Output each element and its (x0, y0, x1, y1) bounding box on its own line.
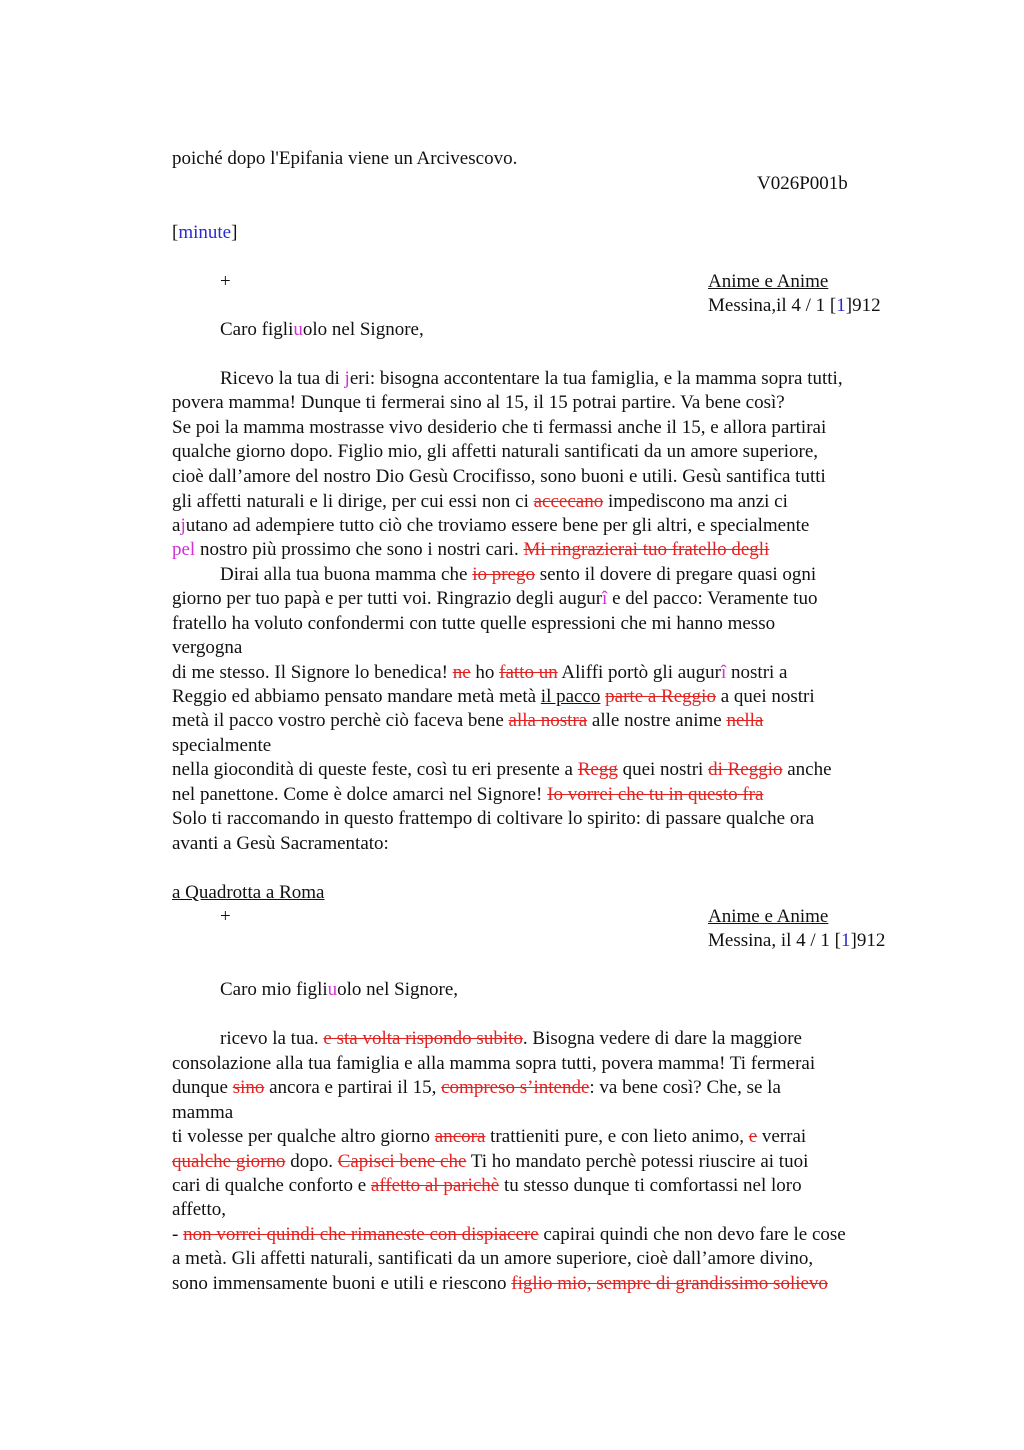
deletion: ne (452, 662, 471, 683)
text-span: + (220, 271, 231, 292)
text-span: qualche giorno dopo. Figlio mio, gli affetti naturali santificati da un amore superiore, (172, 441, 819, 462)
deletion: Mi ringrazierai tuo fratello degli (523, 539, 770, 560)
text-line (172, 391, 785, 415)
text-line (172, 1052, 815, 1076)
text-span: eri: bisogna accontentare la tua famiglia, e la mamma sopra tutti, (349, 368, 843, 389)
text-span: affetto, (172, 1199, 226, 1220)
deletion: Regg (577, 759, 618, 780)
deletion: di Reggio (708, 759, 783, 780)
text-line (172, 734, 271, 758)
text-line (172, 636, 242, 660)
text-line (172, 416, 826, 440)
text-line (172, 465, 826, 489)
text-span: : va bene così? Che, se la (589, 1077, 781, 1098)
text-line (172, 1198, 226, 1222)
text-line (172, 440, 818, 464)
deletion: alla nostra (508, 710, 588, 731)
text-span: giorno per tuo papà e per tutti voi. Ringrazio degli augur (172, 588, 603, 609)
salutation (220, 318, 424, 342)
motto (708, 270, 828, 294)
text-span: specialmente (172, 735, 272, 756)
text-line (172, 147, 517, 171)
text-span: dunque (172, 1077, 233, 1098)
text-span: Ti ho mandato perchè potessi riuscire ai tuoi (466, 1151, 809, 1172)
text-line (172, 612, 775, 636)
text-span: cari di qualche conforto e (172, 1175, 371, 1196)
text-line (172, 807, 814, 831)
text-line (172, 685, 815, 709)
text-span: Solo ti raccomando in questo frattempo di coltivare lo spirito: di passare qualche ora (172, 808, 815, 829)
text-span: nella giocondità di queste feste, così tu eri presente a (172, 759, 578, 780)
editorial-insert: 1 (836, 295, 846, 316)
text-span: Reggio ed abbiamo pensato mandare metà metà (172, 686, 541, 707)
motto (708, 905, 828, 929)
deletion: Capisci bene che (337, 1151, 467, 1172)
text-span: poiché dopo l'Epifania viene un Arcivescovo. (172, 148, 518, 169)
text-span: a Quadrotta a Roma (172, 882, 325, 903)
text-span: fratello ha voluto confondermi con tutte quelle espressioni che mi hanno messo (172, 613, 776, 634)
text-line (172, 1150, 808, 1174)
reference-code (757, 172, 848, 196)
text-span: sono immensamente buoni e utili e riescono (172, 1273, 512, 1294)
text-line (220, 563, 816, 587)
text-span: nostro più prossimo che sono i nostri cari. (195, 539, 524, 560)
text-line (172, 1272, 828, 1296)
text-span: . Bisogna vedere di dare la maggiore (522, 1028, 802, 1049)
text-span: metà il pacco vostro perchè ciò faceva bene (172, 710, 509, 731)
text-line (172, 1174, 802, 1198)
text-line (172, 783, 763, 807)
text-span: tu stesso dunque ti comfortassi nel loro (499, 1175, 802, 1196)
text-span: Ricevo la tua di (220, 368, 345, 389)
text-span: capirai quindi che non devo fare le cose (538, 1224, 846, 1245)
text-span: anche (782, 759, 832, 780)
text-span: Messina,il 4 / 1 [ (708, 295, 837, 316)
deletion: compreso s’intende (441, 1077, 590, 1098)
letter-date (708, 929, 885, 953)
deletion: qualche giorno (172, 1151, 286, 1172)
deletion: fatto un (499, 662, 558, 683)
correction: î (720, 662, 727, 683)
text-span: ricevo la tua. (220, 1028, 324, 1049)
text-span: a quei nostri (715, 686, 815, 707)
text-span: V026P001b (757, 173, 848, 194)
correction: j (344, 368, 350, 389)
deletion: nella (726, 710, 764, 731)
text-line (172, 1247, 813, 1271)
correction: î (602, 588, 608, 609)
correction: pel (172, 539, 196, 560)
deletion: non vorrei quindi che rimaneste con dispiacere (183, 1224, 539, 1245)
text-line (172, 1125, 806, 1149)
text-line (172, 709, 763, 733)
deletion: accecano (533, 491, 604, 512)
deletion: ancora (434, 1126, 486, 1147)
editorial-insert: 1 (841, 930, 851, 951)
text-span: di me stesso. Il Signore lo benedica! (172, 662, 453, 683)
text-span: verrai (757, 1126, 807, 1147)
text-span: Caro mio figli (220, 979, 328, 1000)
text-line (172, 1101, 233, 1125)
text-span: mamma (172, 1102, 234, 1123)
text-span: impediscono ma anzi ci (603, 491, 788, 512)
letter-date (708, 294, 881, 318)
deletion: e sta volta rispondo subito (323, 1028, 523, 1049)
text-span: + (220, 906, 231, 927)
deletion: e (748, 1126, 758, 1147)
text-span: alle nostre anime (587, 710, 727, 731)
text-span: trattieniti pure, e con lieto animo, (485, 1126, 749, 1147)
text-span: avanti a Gesù Sacramentato: (172, 833, 389, 854)
deletion: parte a Reggio (605, 686, 716, 707)
text-line (172, 661, 787, 685)
text-span: vergogna (172, 637, 243, 658)
minute-tag (172, 221, 237, 245)
text-span: olo nel Signore, (302, 319, 424, 340)
text-line (172, 587, 817, 611)
deletion: io prego (472, 564, 535, 585)
text-span: ]912 (850, 930, 886, 951)
text-line (172, 538, 769, 562)
text-span: Aliffi portò gli augur (557, 662, 721, 683)
text-line (172, 1223, 846, 1247)
text-span: gli affetti naturali e li dirige, per cui essi non ci (172, 491, 534, 512)
text-span: consolazione alla tua famiglia e alla mamma sopra tutti, povera mamma! Ti fermerai (172, 1053, 816, 1074)
cross-symbol (220, 270, 231, 294)
text-line (172, 832, 389, 856)
text-span: sento il dovere di pregare quasi ogni (534, 564, 817, 585)
text-span: a (172, 515, 181, 536)
text-span: Anime e Anime (708, 906, 829, 927)
text-span: olo nel Signore, (337, 979, 459, 1000)
text-span: Caro figli (220, 319, 294, 340)
text-span: ]912 (845, 295, 881, 316)
text-line (172, 758, 832, 782)
text-span: a metà. Gli affetti naturali, santificati da un amore superiore, cioè dall’amore divino, (172, 1248, 814, 1269)
text-span: ancora e partirai il 15, (264, 1077, 442, 1098)
correction: j (180, 515, 186, 536)
text-span: - (172, 1224, 184, 1245)
text-span: Se poi la mamma mostrasse vivo desiderio che ti fermassi anche il 15, e allora partirai (172, 417, 827, 438)
deletion: affetto al parichè (370, 1175, 500, 1196)
text-span: nostri a (726, 662, 788, 683)
correction: u (327, 979, 338, 1000)
text-span: povera mamma! Dunque ti fermerai sino al 15, il 15 potrai partire. Va bene così? (172, 392, 785, 413)
deletion: sino (232, 1077, 265, 1098)
bracket: ] (231, 222, 238, 243)
text-span: dopo. (285, 1151, 338, 1172)
text-span: ho (470, 662, 500, 683)
underlined-text: il pacco (540, 686, 601, 707)
deletion: figlio mio, sempre di grandissimo solievo (511, 1273, 828, 1294)
text-span: cioè dall’amore del nostro Dio Gesù Crocifisso, sono buoni e utili. Gesù santifica tutti (172, 466, 826, 487)
salutation (220, 978, 458, 1002)
text-span: e del pacco: Veramente tuo (607, 588, 818, 609)
text-line (220, 367, 843, 391)
deletion: Io vorrei che tu in questo fra (547, 784, 764, 805)
correction: u (293, 319, 303, 340)
text-line (172, 490, 788, 514)
text-line (172, 1076, 781, 1100)
bracket: [ (172, 222, 179, 243)
tag-word: minute (178, 222, 232, 243)
text-span: nel panettone. Come è dolce amarci nel Signore! (172, 784, 548, 805)
text-span: Messina, il 4 / 1 [ (708, 930, 841, 951)
cross-symbol (220, 905, 231, 929)
text-span: quei nostri (617, 759, 709, 780)
text-line (172, 514, 809, 538)
text-span: Dirai alla tua buona mamma che (220, 564, 473, 585)
text-line (220, 1027, 802, 1051)
recipient-address (172, 881, 324, 905)
text-span: Anime e Anime (708, 271, 829, 292)
text-span: utano ad adempiere tutto ciò che troviamo essere bene per gli altri, e specialmente (185, 515, 810, 536)
text-span: ti volesse per qualche altro giorno (172, 1126, 435, 1147)
